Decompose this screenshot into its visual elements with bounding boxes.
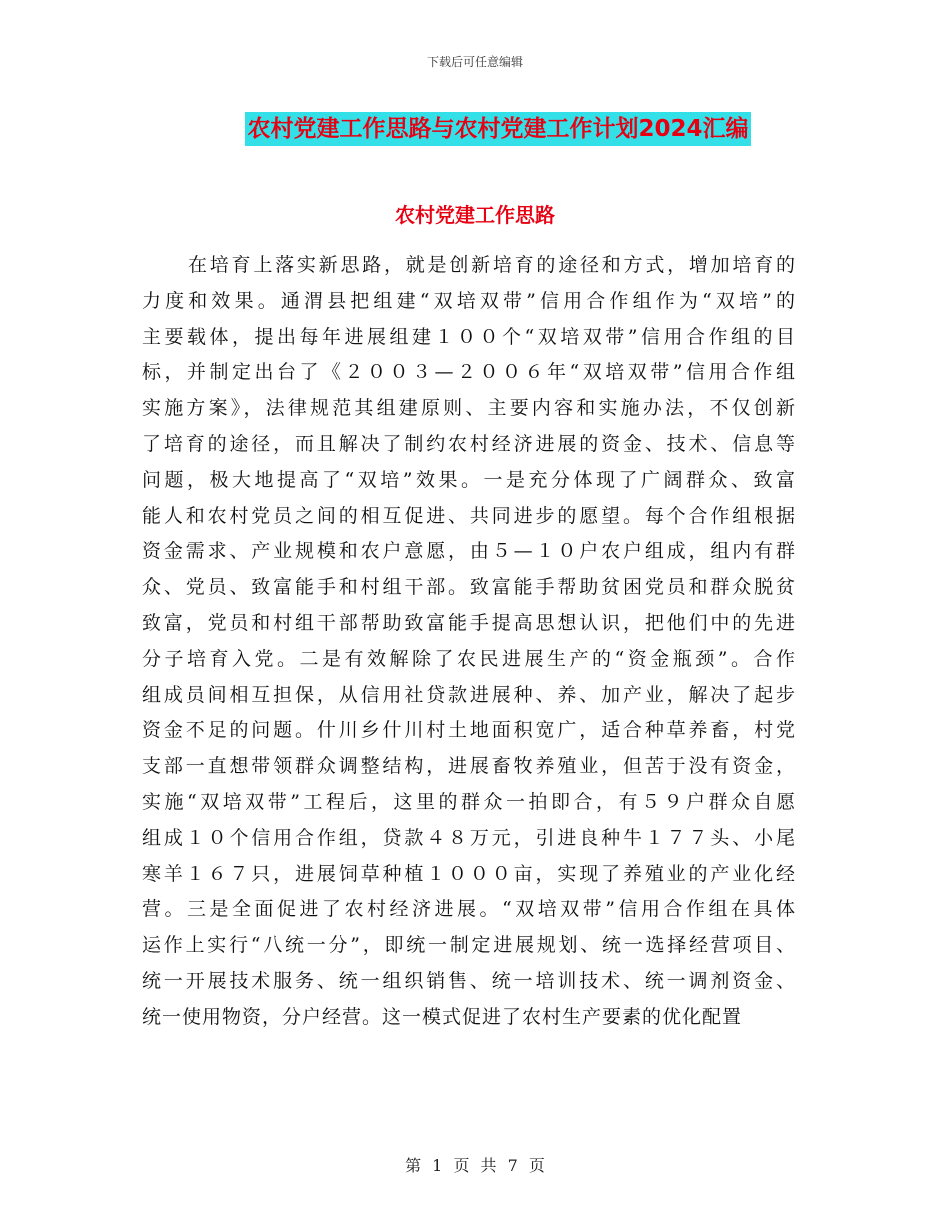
paragraph-line: 分子培育入党。二是有效解除了农民进展生产的“资金瓶颈”。合作 (142, 647, 796, 670)
document-title: 农村党建工作思路与农村党建工作计划2024汇编 (245, 112, 750, 146)
paragraph-line: 统一开展技术服务、统一组织销售、统一培训技术、统一调剂资金、 (142, 969, 796, 992)
paragraph-line: 问题，极大地提高了“双培”效果。一是充分体现了广阔群众、致富 (142, 468, 796, 491)
paragraph-line: 统一使用物资，分户经营。这一模式促进了农村生产要素的优化配置 (142, 1005, 743, 1028)
paragraph-line: 营。三是全面促进了农村经济进展。“双培双带”信用合作组在具体 (142, 898, 796, 921)
paragraph-line: 在培育上落实新思路，就是创新培育的途径和方式，增加培育的 (188, 254, 796, 276)
paragraph-line: 组成１０个信用合作组，贷款４８万元，引进良种牛１７７头、小尾 (142, 826, 796, 849)
paragraph-line: 能人和农村党员之间的相互促进、共同进步的愿望。每个合作组根据 (142, 504, 796, 527)
paragraph-line: 主要载体，提出每年进展组建１００个“双培双带”信用合作组的目 (142, 325, 796, 348)
paragraph-line: 标，并制定出台了《２００３—２００６年“双培双带”信用合作组 (142, 361, 796, 384)
section-title: 农村党建工作思路 (395, 203, 555, 227)
paragraph-line: 支部一直想带领群众调整结构，进展畜牧养殖业，但苦于没有资金， (142, 755, 796, 778)
paragraph-line: 组成员间相互担保，从信用社贷款进展种、养、加产业，解决了起步 (142, 683, 796, 706)
header-note: 下载后可任意编辑 (426, 55, 523, 69)
paragraph-line: 力度和效果。通渭县把组建“双培双带”信用合作组作为“双培”的 (142, 289, 796, 312)
paragraph-line: 资金需求、产业规模和农户意愿，由５—１０户农户组成，组内有群 (142, 540, 796, 563)
paragraph-line: 了培育的途径，而且解决了制约农村经济进展的资金、技术、信息等 (142, 432, 796, 455)
title-container (215, 112, 781, 146)
paragraph-line: 众、党员、致富能手和村组干部。致富能手帮助贫困党员和群众脱贫 (142, 576, 796, 599)
paragraph-line: 运作上实行“八统一分”，即统一制定进展规划、统一选择经营项目、 (142, 934, 796, 957)
paragraph-line: 寒羊１６７只，进展饲草种植１０００亩，实现了养殖业的产业化经 (142, 862, 796, 885)
paragraph-line: 实施方案》，法律规范其组建原则、主要内容和实施办法，不仅创新 (142, 397, 796, 420)
page-number-footer: 第 1 页 共 7 页 (405, 1156, 545, 1175)
body-text (142, 248, 796, 1036)
paragraph-line: 致富，党员和村组干部帮助致富能手提高思想认识，把他们中的先进 (142, 611, 796, 634)
paragraph-line: 实施“双培双带”工程后，这里的群众一拍即合，有５９户群众自愿 (142, 790, 796, 813)
paragraph-line: 资金不足的问题。什川乡什川村土地面积宽广，适合种草养畜，村党 (142, 719, 796, 742)
